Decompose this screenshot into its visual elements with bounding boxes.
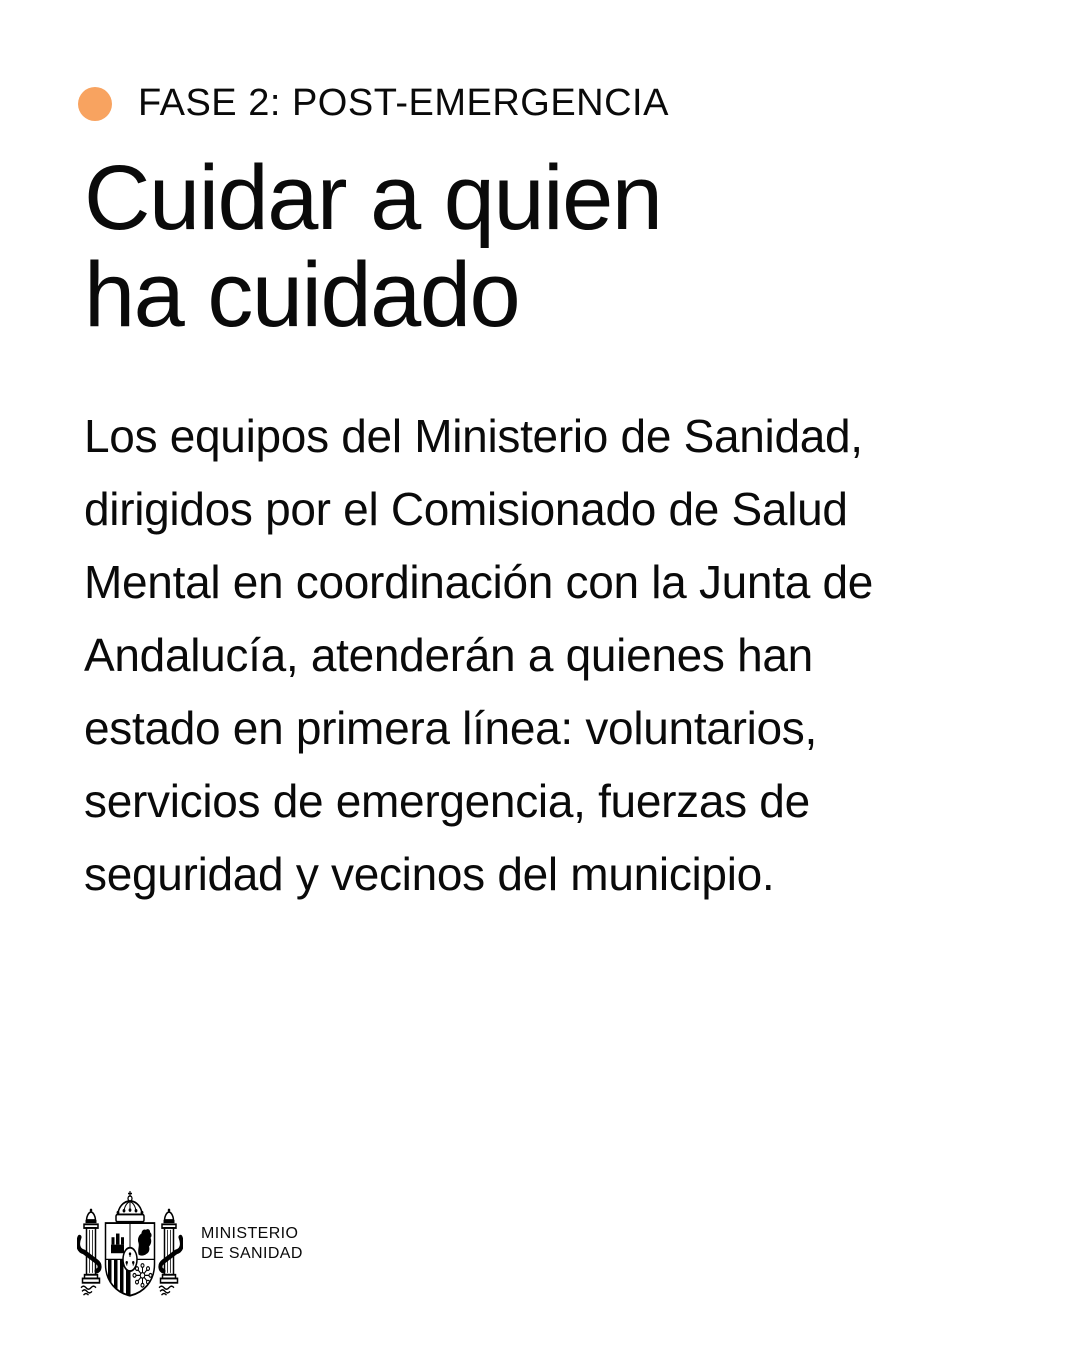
spain-coat-of-arms-icon	[77, 1188, 183, 1300]
body-line: Andalucía, atenderán a quienes han	[84, 629, 813, 681]
ministry-name	[201, 1224, 303, 1264]
body-line: Mental en coordinación con la Junta de	[84, 556, 874, 608]
ministry-name-line-2: DE SANIDAD	[201, 1245, 303, 1262]
ministry-name-line-1: MINISTERIO	[201, 1225, 299, 1242]
title-line-2: ha cuidado	[84, 244, 520, 346]
body-paragraph	[84, 400, 873, 911]
phase-eyebrow	[78, 82, 669, 125]
body-line: Los equipos del Ministerio de Sanidad,	[84, 410, 863, 462]
body-line: estado en primera línea: voluntarios,	[84, 702, 817, 754]
phase-dot-icon	[78, 87, 112, 121]
page-title	[84, 147, 662, 346]
ministry-footer	[77, 1188, 303, 1300]
body-line: dirigidos por el Comisionado de Salud	[84, 483, 848, 535]
title-line-1: Cuidar a quien	[84, 147, 662, 249]
body-line: seguridad y vecinos del municipio.	[84, 848, 775, 900]
phase-label: FASE 2: POST-EMERGENCIA	[138, 82, 669, 124]
body-line: servicios de emergencia, fuerzas de	[84, 775, 810, 827]
